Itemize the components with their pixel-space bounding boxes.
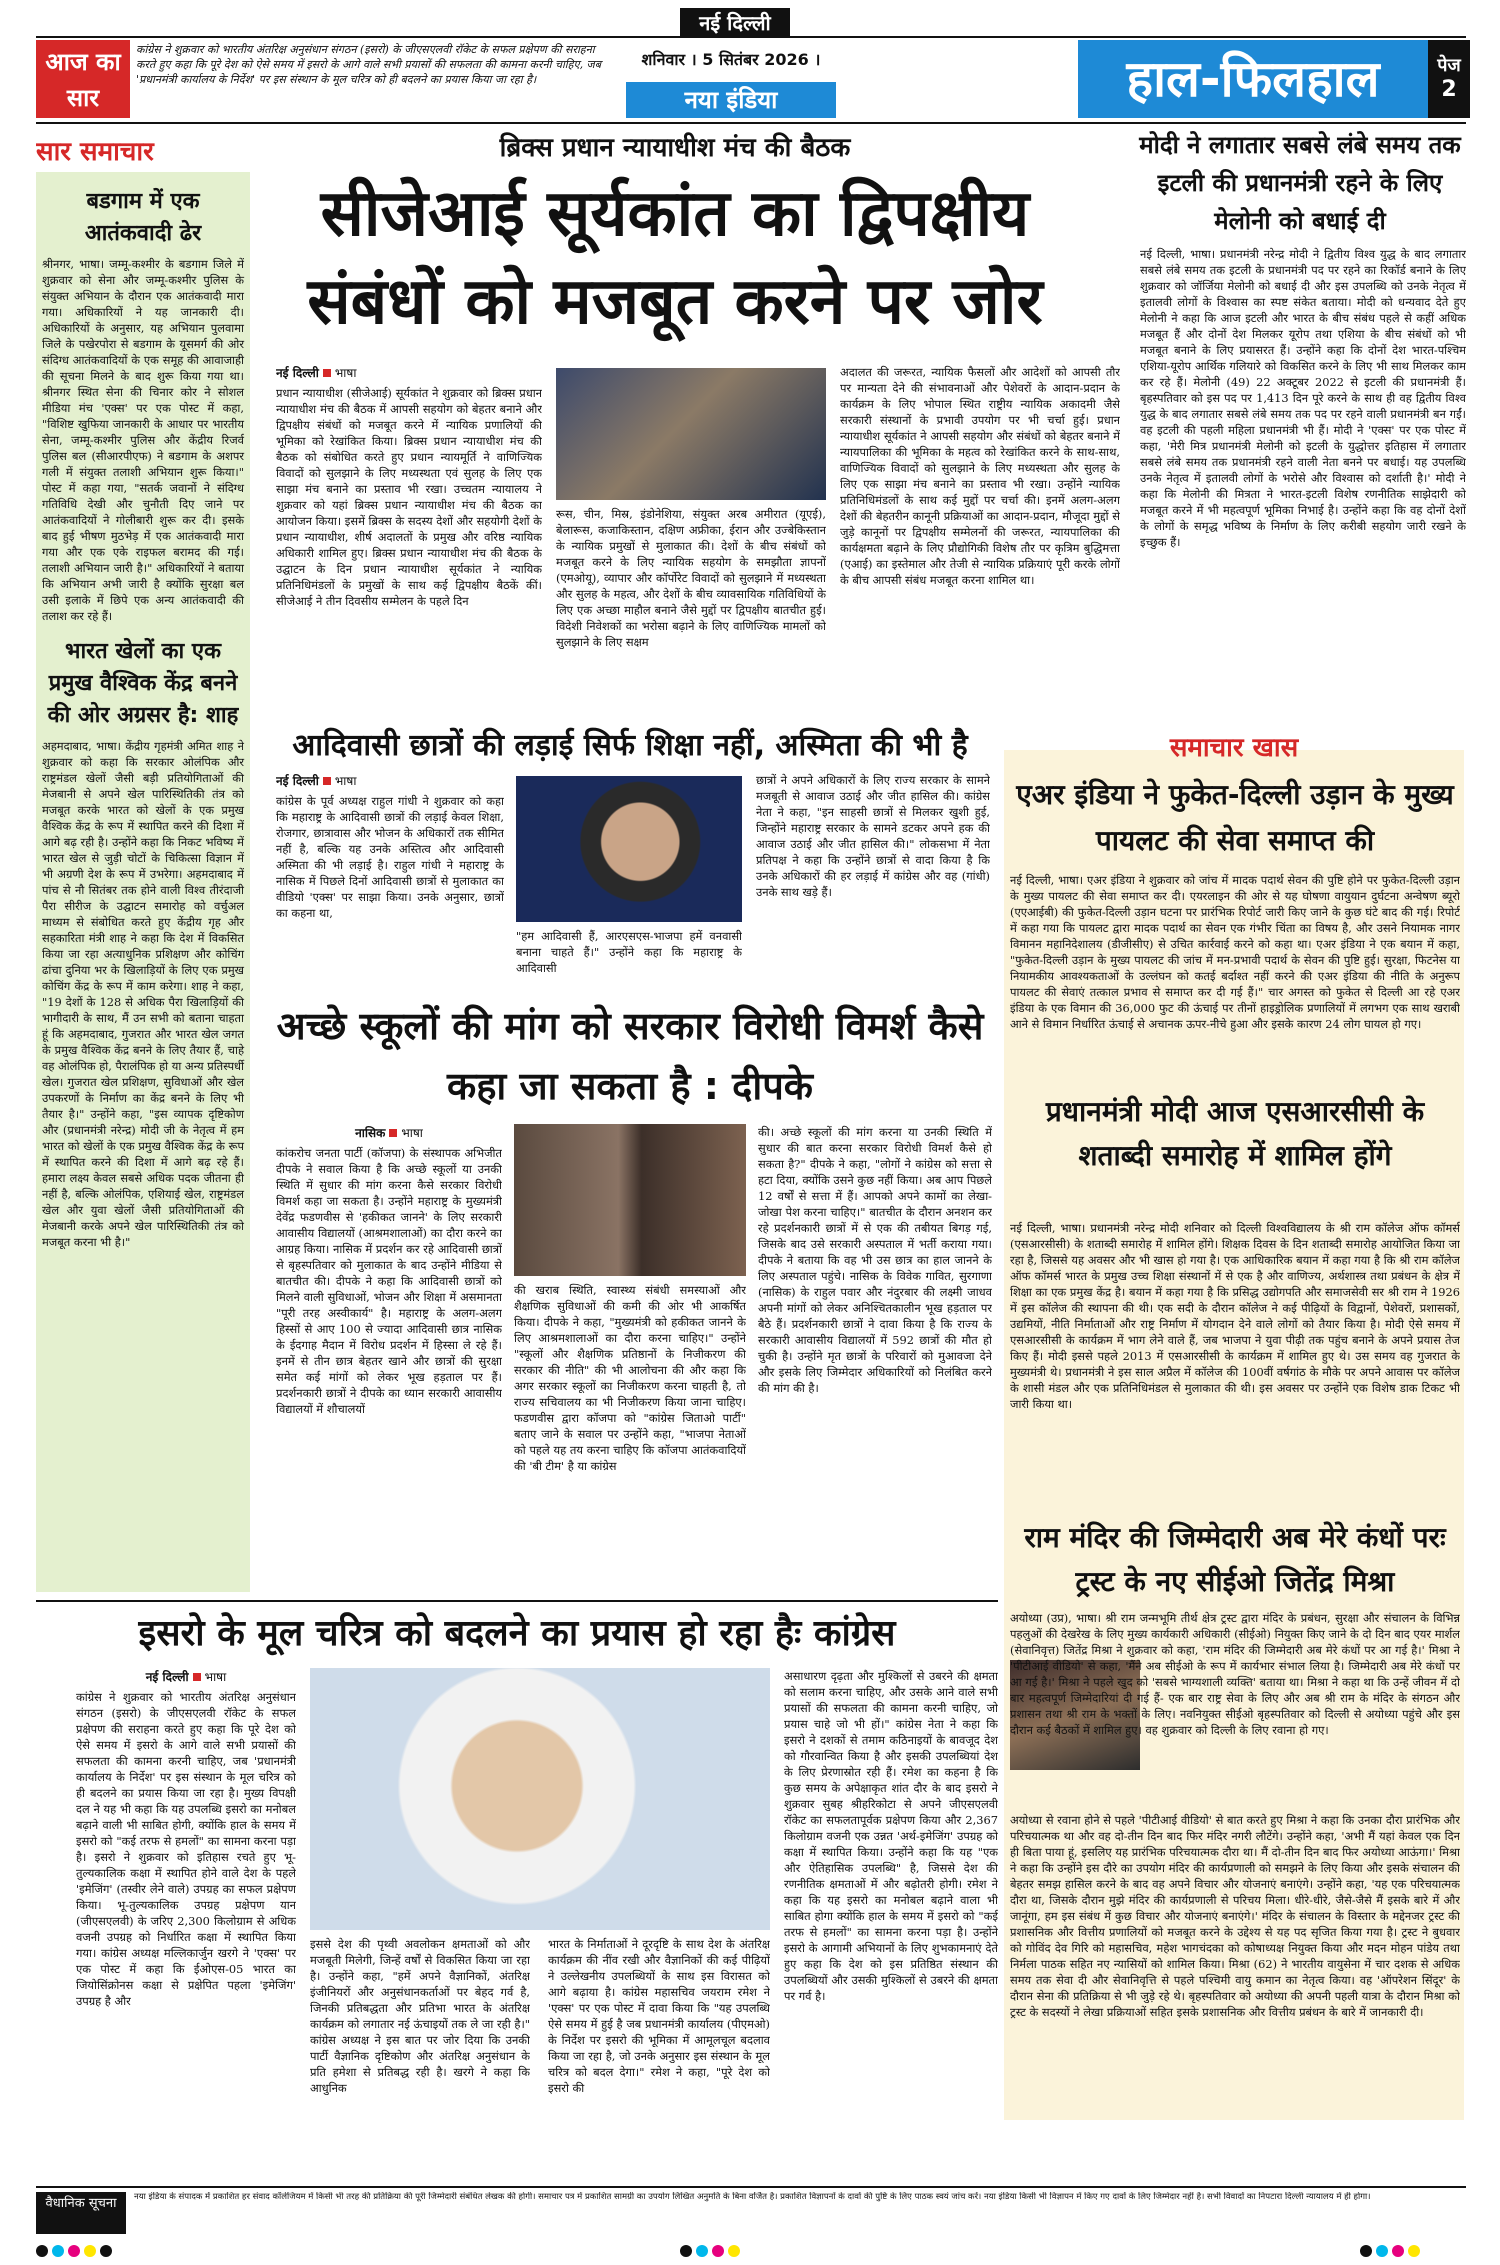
page-no: 2 xyxy=(1441,77,1457,102)
ram-mandir-headline: राम मंदिर की जिम्मेदारी अब मेरे कंधों परः ट्रस्ट के नए सीईओ जितेंद्र मिश्रा xyxy=(1024,1521,1446,1598)
ram-mandir-body-2: अयोध्या से रवाना होने से पहले 'पीटीआई वीडियो' से बात करते हुए मिश्रा ने कहा कि उनका दौरा प्रारंभिक और परिचयात्मक था और वह दो-तीन दिन बाद फिर मंदिर नगरी लौटेंगे। उन्होंने कहा, 'अभी मैं यहां केवल एक दिन ही बिता पाया हूं, इसलिए यह प्रारंभिक परिचयात्मक दौरा था। मैं दो-तीन दिन बाद फिर अयोध्या आऊंगा।' मिश्रा ने कहा कि उन्होंने इस दौरे का उपयोग मंदिर की कार्यप्रणाली को समझने के लिए किया और इसके संचालन की बेहतर समझ हासिल करने के बाद वह अपने विचार और योजनाएं बनाएंगे। उन्होंने कहा, 'यह एक परिचयात्मक दौरा था, जिसके दौरान मुझे मंदिर की कार्यप्रणाली से परिचय मिला। धीरे-धीरे, जैसे-जैसे मैं इसके बारे में और जानूंगा, हम इस संबंध में कुछ विचार और योजनाएं बनाएंगे।' मंदिर के संचालन के विस्तार के मद्देनजर ट्रस्ट की प्रशासनिक और वित्तीय प्रणालियों को मजबूत करने के उद्देश्य से यह पद सृजित किया गया है। ट्रस्ट ने बुधवार को गोविंद देव गिरि को महासचिव, महेश भागचंदका को कोषाध्यक्ष नियुक्त किया और मदन मोहन पांडेय तथा निर्मला पाठक सहित नए न्यासियों को शामिल किया। मिश्रा (62) ने भारतीय वायुसेना में चार दशक से अधिक समय तक सेवा दी और सेवानिवृत्ति से पहले पश्चिमी वायु कमान का नेतृत्व किया। वह 'ऑपरेशन सिंदूर' के दौरान सेना की प्रतिक्रिया से भी जुड़े रहे थे। बृहस्पतिवार को अयोध्या की अपनी पहली यात्रा के दौरान मिश्रा को ट्रस्ट के सदस्यों ने लेखा प्रक्रियाओं सहित इसके प्रशासनिक और वित्तीय प्रबंधन के बारे में जानकारी दी। xyxy=(1010,1813,1460,2019)
dateline: शनिवार । 5 सितंबर 2026 । xyxy=(641,50,821,69)
registration-dot-icon xyxy=(84,2245,96,2257)
isro-body-3: भारत के निर्माताओं ने दूरदृष्टि के साथ देश के अंतरिक्ष कार्यक्रम की नींव रखी और वैज्ञानिकों की कई पीढ़ियों ने उल्लेखनीय उपलब्धियों के साथ इस विरासत को आगे बढ़ाया है। कांग्रेस महासचिव जयराम रमेश ने 'एक्स' पर एक पोस्ट में दावा किया कि "यह उपलब्धि ऐसे समय में हुई है जब प्रधानमंत्री कार्यालय (पीएमओ) के निर्देश पर इसरो की भूमिका में आमूलचूल बदलाव किया जा रहा है, जो उनके अनुसार इस संस्थान के मूल चरित्र को बदल देगा।" रमेश ने कहा, "पूरे देश को इसरो की xyxy=(548,1937,770,2095)
byline-agency: भाषा xyxy=(204,1670,227,1684)
page-label: पेज xyxy=(1437,55,1461,76)
edition-label: नई दिल्ली xyxy=(680,8,790,38)
isro-byline xyxy=(76,1668,296,1685)
isro-body-4: असाधारण दृढ़ता और मुश्किलों से उबरने की क्षमता को सलाम करना चाहिए, और उसके आने वाले सभी प्रयासों की सफलता की कामना करनी चाहिए, जो प्रयास चाहे जो भी हों।" कांग्रेस नेता ने कहा कि इसरो ने दशकों से तमाम कठिनाइयों के बावजूद देश को गौरवान्वित किया है और इसकी उपलब्धियां देश के लिए प्रेरणास्रोत रही हैं। रमेश का कहना है कि कुछ समय के अपेक्षाकृत शांत दौर के बाद इसरो ने शुक्रवार सुबह श्रीहरिकोटा से अपने जीएसएलवी रॉकेट का सफलतापूर्वक प्रक्षेपण किया और 2,367 किलोग्राम वजनी एक उन्नत 'अर्थ-इमेजिंग' उपग्रह को कक्षा में स्थापित किया। उन्होंने कहा कि यह "एक और ऐतिहासिक उपलब्धि" है, जिससे देश की रणनीतिक क्षमताओं में और बढ़ोतरी होगी। रमेश ने कहा कि यह इसरो का मनोबल बढ़ाने वाला भी साबित होगा क्योंकि हाल के समय में इसरो को "कई तरफ से हमलों" का सामना करना पड़ा है। उन्होंने इसरो के आगामी अभियानों के लिए शुभकामनाएं देते हुए कहा कि देश को इस प्रतिष्ठित संस्थान की उपलब्धियों और उसकी मुश्किलों से उबरने की क्षमता पर गर्व है। xyxy=(784,1669,998,2003)
registration-dot-icon xyxy=(1360,2245,1372,2257)
story-body: श्रीनगर, भाषा। जम्मू-कश्मीर के बडगाम जिले में शुक्रवार को सेना और जम्मू-कश्मीर पुलिस के संयुक्त अभियान के दौरान एक आतंकवादी मारा गया। अधिकारियों ने यह जानकारी दी। अधिकारियों के अनुसार, यह अभियान पुलवामा जिले के पखेरपोरा से बडगाम के यूसमर्ग की ओर संदिग्ध आतंकवादियों के एक समूह की आवाजाही की सूचना मिलने के बाद शुरू किया गया था। श्रीनगर स्थित सेना की चिनार कोर ने सोशल मीडिया मंच 'एक्स' पर एक पोस्ट में कहा, "विशिष्ट खुफिया जानकारी के आधार पर भारतीय सेना, जम्मू-कश्मीर पुलिस और केंद्रीय रिजर्व पुलिस बल (सीआरपीएफ) ने बडगाम के अशपर गली में संयुक्त तलाशी अभियान शुरू किया।" पोस्ट में कहा गया, "सतर्क जवानों ने संदिग्ध गतिविधि देखी और चुनौती दिए जाने पर आतंकवादियों ने गोलीबारी शुरू कर दी। इसके बाद हुई भीषण मुठभेड़ में एक आतंकवादी मारा गया और एक एके राइफल बरामद की गई। तलाशी अभियान जारी है।" अधिकारियों ने बताया कि अभियान अभी जारी है क्योंकि सुरक्षा बल उसी इलाके में छिपे एक अन्य आतंकवादी की तलाश कर रहे हैं। xyxy=(42,257,244,623)
byline-city: नई दिल्ली xyxy=(276,366,319,380)
lead-kicker: ब्रिक्स प्रधान न्यायाधीश मंच की बैठक xyxy=(499,133,851,163)
byline-square-icon xyxy=(323,777,331,785)
pm-srcc-headline: प्रधानमंत्री मोदी आज एसआरसीसी के शताब्दी समारोह में शामिल होंगे xyxy=(1045,1095,1425,1172)
left-news-column xyxy=(36,172,250,1592)
meloni-headline: मोदी ने लगातार सबसे लंबे समय तक इटली की प्रधानमंत्री रहने के लिए मेलोनी को बधाई दी xyxy=(1139,131,1461,235)
byline-square-icon xyxy=(323,369,331,377)
aaj-ka-saar-badge: आज का सार xyxy=(36,40,130,118)
rahul-byline xyxy=(276,772,504,789)
isro-body-1: कांग्रेस ने शुक्रवार को भारतीय अंतरिक्ष अनुसंधान संगठन (इसरो) के जीएसएलवी रॉकेट के सफल प्रक्षेपण की सराहना करते हुए कहा कि पूरे देश को ऐसे समय में इसरो के आगे वाले सभी प्रयासों की सफलता की कामना करनी चाहिए, जब 'प्रधानमंत्री कार्यालय के निर्देश' पर इस संस्थान के मूल चरित्र को ही बदलने का प्रयास किया जा रहा है। मुख्य विपक्षी दल ने यह भी कहा कि यह उपलब्धि इसरो का मनोबल बढ़ाने वाली भी साबित होगी, क्योंकि हाल के समय में इसरो को "कई तरफ से हमलों" का सामना करना पड़ा है। इसरो ने शुक्रवार को इतिहास रचते हुए भू-तुल्यकालिक कक्षा में स्थापित होने वाले देश के पहले 'इमेजिंग' (तस्वीर लेने वाले) उपग्रह का सफल प्रक्षेपण किया। भू-तुल्यकालिक उपग्रह प्रक्षेपण यान (जीएसएलवी) के जरिए 2,300 किलोग्राम से अधिक वजनी उपग्रह को निर्धारित कक्षा में स्थापित किया गया। कांग्रेस अध्यक्ष मल्लिकार्जुन खरगे ने 'एक्स' पर एक पोस्ट में कहा कि ईओएस-05 भारत का जियोसिंक्रोनस कक्षा से प्रक्षेपित पहला 'इमेजिंग' उपग्रह है और xyxy=(76,1690,296,2008)
lead-body-1: प्रधान न्यायाधीश (सीजेआई) सूर्यकांत ने शुक्रवार को ब्रिक्स प्रधान न्यायाधीश मंच की बैठक में आपसी सहयोग को बेहतर बनाने और द्विपक्षीय संबंधों को मजबूत करने में न्यायिक प्रणालियों की भूमिका को रेखांकित किया। ब्रिक्स प्रधान न्यायाधीश मंच की बैठक को संबोधित करते हुए प्रधान न्यायमूर्ति ने वाणिज्यिक विवादों को सुलझाने के लिए मध्यस्थता एवं सुलह के लिए एक साझा मंच बनाने का प्रस्ताव भी रखा। उच्चतम न्यायालय ने शुक्रवार को यहां ब्रिक्स प्रधान न्यायाधीश मंच की बैठक का आयोजन किया। इसमें ब्रिक्स के सदस्य देशों और सहयोगी देशों के प्रधान न्यायाधीश, शीर्ष अदालतों के प्रमुख और वरिष्ठ न्यायिक अधिकारी शामिल हुए। ब्रिक्स प्रधान न्यायाधीश मंच की बैठक के उद्घाटन के दिन प्रधान न्यायाधीश सूर्यकांत ने न्यायिक प्रतिनिधिमंडलों के प्रमुखों के साथ कई द्विपक्षीय बैठकें कीं। सीजेआई ने तीन दिवसीय सम्मेलन के पहले दिन xyxy=(276,386,542,608)
byline-agency: भाषा xyxy=(401,1126,423,1140)
schools-headline: अच्छे स्कूलों की मांग को सरकार विरोधी विमर्श कैसे कहा जा सकता है : दीपके xyxy=(276,1004,984,1108)
isro-headline: इसरो के मूल चरित्र को बदलने का प्रयास हो रहा हैः कांग्रेस xyxy=(138,1613,896,1654)
rahul-body-1: कांग्रेस के पूर्व अध्यक्ष राहुल गांधी ने शुक्रवार को कहा कि महाराष्ट्र के आदिवासी छात्रों की लड़ाई केवल शिक्षा, रोजगार, छात्रावास और भोजन के अधिकारों तक सीमित नहीं है, बल्कि यह उनके अस्तित्व और आदिवासी अस्मिता की भी लड़ाई है। राहुल गांधी ने महाराष्ट्र के नासिक में पिछले दिनों आदिवासी छात्रों से मुलाकात का वीडियो 'एक्स' पर साझा किया। उनके अनुसार, छात्रों का कहना था, xyxy=(276,794,504,920)
aaj-ka-saar-summary: कांग्रेस ने शुक्रवार को भारतीय अंतरिक्ष अनुसंधान संगठन (इसरो) के जीएसएलवी रॉकेट के सफल प्रक्षेपण की सराहना करते हुए कहा कि पूरे देश को ऐसे समय में इसरो के आगे वाले सभी प्रयासों की सफलता की कामना करनी चाहिए, जब 'प्रधानमंत्री कार्यालय के निर्देश' पर इस संस्थान के मूल चरित्र को ही बदलने का प्रयास किया जा रहा है। xyxy=(136,43,602,86)
lead-body-2: रूस, चीन, मिस्र, इंडोनेशिया, संयुक्त अरब अमीरात (यूएई), बेलारूस, कजाकिस्तान, दक्षिण अफ्रीका, ईरान और उज्बेकिस्तान के न्यायिक प्रमुखों से मुलाकात की। देशों के बीच संबंधों को मजबूत करने के लिए न्यायिक सहयोग के समझौता ज्ञापनों (एमओयू), व्यापार और कॉर्पोरेट विवादों को सुलझाने में मध्यस्थता और सुलह के महत्व, और देशों के बीच व्यावसायिक गतिविधियों के लिए एक अच्छा माहौल बनाने जैसे मुद्दों पर द्विपक्षीय बातचीत हुई। विदेशी निवेशकों का भरोसा बढ़ाने के लिए वाणिज्यिक मामलों को सुलझाने के लिए सक्षम xyxy=(556,507,826,649)
registration-dot-icon xyxy=(728,2245,740,2257)
legal-notice-tag: वैधानिक सूचना xyxy=(36,2192,126,2234)
schools-column-1 xyxy=(276,1124,502,1594)
air-india-body: नई दिल्ली, भाषा। एअर इंडिया ने शुक्रवार को जांच में मादक पदार्थ सेवन की पुष्टि होने पर फुकेत-दिल्ली उड़ान के मुख्य पायलट की सेवा समाप्त कर दी। एयरलाइन की ओर से यह घोषणा वायुयान दुर्घटना अन्वेषण ब्यूरो (एएआईबी) की फुकेत-दिल्ली उड़ान घटना पर प्रारंभिक रिपोर्ट जारी किए जाने के कुछ घंटे बाद की गई। रिपोर्ट में कहा गया कि पायलट द्वारा मादक पदार्थ का सेवन एक गंभीर चिंता का विषय है, और उसने नियामक नागर विमानन महानिदेशालय (डीजीसीए) से उचित कार्रवाई करने को कहा था। एअर इंडिया ने एक बयान में कहा, "फुकेत-दिल्ली उड़ान के मुख्य पायलट की जांच में मन-प्रभावी पदार्थ के सेवन की पुष्टि हुई। सुरक्षा, फिटनेस या नियामकीय आवश्यकताओं के उल्लंघन को कतई बर्दाश्त नहीं करने की एअर इंडिया की नीति के अनुरूप पायलट की सेवाएं तत्काल प्रभाव से समाप्त कर दी गई हैं।" चार अगस्त को फुकेत से दिल्ली आ रहे एअर इंडिया के एक विमान की 36,000 फुट की ऊंचाई पर तीनों हाइड्रोलिक प्रणालियों में लगभग एक साथ खराबी आने से विमान निर्धारित ऊंचाई से अचानक ऊपर-नीचे हुआ और इसके कारण 24 लोग घायल हो गए। xyxy=(1010,873,1460,1031)
page-number xyxy=(1428,40,1470,118)
rahul-column-1 xyxy=(276,772,504,994)
byline-city: नासिक xyxy=(355,1126,386,1140)
jairam-ramesh-photo xyxy=(310,1668,770,1930)
air-india-headline: एअर इंडिया ने फुकेत-दिल्ली उड़ान के मुख्य पायलट की सेवा समाप्त की xyxy=(1016,778,1454,857)
isro-column-1 xyxy=(76,1668,296,2178)
isro-rule xyxy=(36,1600,998,1602)
legal-notice-text: नया इंडिया के संपादक में प्रकाशित हर संवाद कॉलेजियम में किसी भी तरह की प्रतिक्रिया की पूरी जिम्मेदारी संबंधित लेखक की होगी। समाचार पत्र में प्रकाशित सामग्री का उपयोग लिखित अनुमति के बिना वर्जित है। प्रकाशित विज्ञापनों के दावों की पुष्टि के लिए पाठक स्वयं जांच करें। नया इंडिया किसी भी विज्ञापन में किए गए दावों के लिए जिम्मेदार नहीं है। सभी विवादों का निपटारा दिल्ली न्यायालय में ही होगा। xyxy=(134,2192,1371,2202)
story-headline: भारत खेलों का एक प्रमुख वैश्विक केंद्र बनने की ओर अग्रसर है: शाह xyxy=(47,639,239,728)
header-rule-bottom xyxy=(36,122,1466,124)
deepke-protest-photo xyxy=(514,1124,746,1276)
schools-byline xyxy=(276,1124,502,1141)
byline-agency: भाषा xyxy=(334,366,357,380)
saar-samachar-title: सार समाचार xyxy=(36,137,154,167)
registration-dot-icon xyxy=(680,2245,692,2257)
schools-body-2: की खराब स्थिति, स्वास्थ्य संबंधी समस्याओं और शैक्षणिक सुविधाओं की कमी की ओर भी आकर्षित किया। दीपके ने कहा, "मुख्यमंत्री को हकीकत जानने के लिए आश्रमशालाओं का दौरा करना चाहिए।" उन्होंने "स्कूलों और शैक्षणिक प्रतिष्ठानों के निजीकरण की सरकार की नीति" की भी आलोचना की और कहा कि अगर सरकार स्कूलों का निजीकरण करना चाहती है, तो राज्य सचिवालय का भी निजीकरण किया जाना चाहिए। फडणवीस द्वारा कॉजपा को "कांग्रेस जिताओ पार्टी" बताए जाने के सवाल पर उन्होंने कहा, "भाजपा नेताओं को पहले यह तय करना चाहिए कि कॉजपा आतंकवादियों की 'बी टीम' है या कांग्रेस xyxy=(514,1283,746,1473)
registration-dot-icon xyxy=(36,2245,48,2257)
byline-square-icon xyxy=(193,1673,201,1681)
cji-meeting-photo xyxy=(556,368,826,500)
schools-body-3: की। अच्छे स्कूलों की मांग करना या उनकी स्थिति में सुधार की बात करना सरकार विरोधी विमर्श कैसे हो सकता है?" दीपके ने कहा, "लोगों ने कांग्रेस को सत्ता से हटा दिया, क्योंकि उसने कुछ नहीं किया। अब आप पिछले 12 वर्षों से सत्ता में हैं। आपको अपने कामों का लेखा-जोखा पेश करना चाहिए।" बातचीत के दौरान अनशन कर रहे प्रदर्शनकारी छात्रों में से एक की तबीयत बिगड़ गई, जिसके बाद उसे सरकारी अस्पताल में भर्ती कराया गया। दीपके ने बताया कि वह भी उस छात्र का हाल जानने के लिए अस्पताल पहुंचे। नासिक के विवेक गावित, सुरगाणा (नासिक) के राहुल पवार और नंदुरबार की लक्ष्मी जाधव अपनी मांगों को लेकर अनिश्चितकालीन भूख हड़ताल पर बैठे हैं। प्रदर्शनकारी छात्रों ने दावा किया है कि राज्य के सरकारी आवासीय विद्यालयों में 592 छात्रों की मौत हो चुकी है। उन्होंने मृत छात्रों के परिवारों को मुआवजा देने और इसके लिए जिम्मेदार अधिकारियों को निलंबित करने की मांग की है। xyxy=(758,1125,992,1395)
isro-body-2: इससे देश की पृथ्वी अवलोकन क्षमताओं को और मजबूती मिलेगी, जिन्हें वर्षों से विकसित किया जा रहा है। उन्होंने कहा, "हमें अपने वैज्ञानिकों, अंतरिक्ष इंजीनियरों और अनुसंधानकर्ताओं पर बेहद गर्व है, जिनकी प्रतिबद्धता और प्रतिभा भारत के अंतरिक्ष कार्यक्रम को लगातार नई ऊंचाइयों तक ले जा रही है।" कांग्रेस अध्यक्ष ने इस बात पर जोर दिया कि उनकी पार्टी वैज्ञानिक दृष्टिकोण और अंतरिक्ष अनुसंधान के प्रति हमेशा से प्रतिबद्ध रही है। खरगे ने कहा कि आधुनिक xyxy=(310,1937,530,2095)
ram-mandir-body-1: अयोध्या (उप्र), भाषा। श्री राम जन्मभूमि तीर्थ क्षेत्र ट्रस्ट द्वारा मंदिर के प्रबंधन, सुरक्षा और संचालन के विभिन्न पहलुओं की देखरेख के लिए मुख्य कार्यकारी अधिकारी (सीईओ) नियुक्त किए जाने के दो दिन बाद एयर मार्शल (सेवानिवृत्त) जितेंद्र मिश्रा ने शुक्रवार को कहा, 'राम मंदिर की जिम्मेदारी अब मेरे कंधों पर आ गई है।' मिश्रा ने 'पीटीआई वीडियो' से कहा, 'मैंने अब सीईओ के रूप में कार्यभार संभाल लिया है। जिम्मेदारी अब मेरे कंधों पर आ गई है।' मिश्रा ने पहले खुद को 'सबसे भाग्यशाली व्यक्ति' बताया था। मिश्रा ने कहा था कि उन्हें जीवन में दो बार महत्वपूर्ण जिम्मेदारियां दी गई हैं- एक बार राष्ट्र सेवा के लिए और अब श्री राम के मंदिर के संगठन और प्रशासन तथा श्री राम के भक्तों के लिए। नवनियुक्त सीईओ बृहस्पतिवार को दिल्ली से अयोध्या पहुंचे और इस दौरान कई बैठकों में शामिल हुए। वह शुक्रवार को दिल्ली के लिए रवाना हो गए। xyxy=(1010,1611,1460,1737)
byline-square-icon xyxy=(389,1129,397,1137)
lead-column-1 xyxy=(276,364,542,720)
paper-name: नया इंडिया xyxy=(626,82,836,118)
registration-dot-icon xyxy=(712,2245,724,2257)
registration-marks-right xyxy=(1360,2242,1470,2258)
registration-dot-icon xyxy=(1376,2245,1388,2257)
rahul-headline: आदिवासी छात्रों की लड़ाई सिर्फ शिक्षा नहीं, अस्मिता की भी है xyxy=(292,728,968,763)
registration-dot-icon xyxy=(68,2245,80,2257)
story-headline: बडगाम में एक आतंकवादी ढेर xyxy=(84,189,202,246)
section-title-haal-filhaal: हाल-फिलहाल xyxy=(1078,40,1428,118)
rahul-gandhi-photo xyxy=(516,776,742,922)
lead-byline xyxy=(276,364,542,381)
pm-srcc-body: नई दिल्ली, भाषा। प्रधानमंत्री नरेन्द्र मोदी शनिवार को दिल्ली विश्वविद्यालय के श्री राम कॉलेज ऑफ कॉमर्स (एसआरसीसी) के शताब्दी समारोह में शामिल होंगे। शिक्षक दिवस के दिन शताब्दी समारोह आयोजित किया जा रहा है, जिससे यह अवसर और भी खास हो गया है। एक आधिकारिक बयान में कहा गया है कि श्री राम कॉलेज ऑफ कॉमर्स भारत के प्रमुख उच्च शिक्षा संस्थानों में से एक है और वाणिज्य, अर्थशास्त्र तथा प्रबंधन के क्षेत्र में शिक्षा का एक प्रमुख केंद्र है। बयान में कहा गया है कि प्रसिद्ध उद्योगपति और समाजसेवी सर श्री राम ने 1926 में इस कॉलेज की स्थापना की थी। एक सदी के दौरान कॉलेज ने कई पीढ़ियों के विद्वानों, पेशेवरों, प्रशासकों, उद्यमियों, नीति निर्माताओं और राष्ट्र निर्माण में योगदान देने वाले लोगों को तैयार किया है। मोदी ऐसे समय में एसआरसीसी के कार्यक्रम में भाग लेने वाले हैं, जब भाजपा ने युवा पीढ़ी तक पहुंच बनाने के अपने प्रयास तेज किए हैं। मोदी इससे पहले 2013 में एसआरसीसी के कार्यक्रम में शामिल हुए थे। उस समय वह गुजरात के मुख्यमंत्री थे। प्रधानमंत्री ने इस साल अप्रैल में कॉलेज की 100वीं वर्षगांठ के मौके पर अपने आवास पर कॉलेज के शासी मंडल और एक प्रतिनिधिमंडल से मुलाकात की थी। इस अवसर पर उन्होंने एक विशेष डाक टिकट भी जारी किया था। xyxy=(1010,1221,1460,1411)
rahul-caption: "हम आदिवासी हैं, आरएसएस-भाजपा हमें वनवासी बनाना चाहते हैं।" उन्होंने कहा कि महाराष्ट्र के आदिवासी xyxy=(516,929,742,975)
registration-dot-icon xyxy=(696,2245,708,2257)
registration-dot-icon xyxy=(1408,2245,1420,2257)
registration-dot-icon xyxy=(100,2245,112,2257)
registration-marks-left xyxy=(36,2242,236,2258)
lead-headline: सीजेआई सूर्यकांत का द्विपक्षीय संबंधों को मजबूत करने पर जोर xyxy=(307,177,1043,339)
registration-dot-icon xyxy=(1392,2245,1404,2257)
byline-city: नई दिल्ली xyxy=(276,774,319,788)
meloni-body: नई दिल्ली, भाषा। प्रधानमंत्री नरेन्द्र मोदी ने द्वितीय विश्व युद्ध के बाद लगातार सबसे लंबे समय तक इटली के प्रधानमंत्री पद पर रहने का रिकॉर्ड बनाने के लिए शुक्रवार को जॉर्जिया मेलोनी को बधाई दी और इस उपलब्धि को उनके नेतृत्व में इतालवी लोगों के विश्वास का स्पष्ट संकेत बताया। मोदी को धन्यवाद देते हुए मेलोनी ने कहा कि आज इटली और भारत के बीच संबंध पहले से कहीं अधिक मजबूत हैं और दोनों देश मिलकर यूरोप तथा एशिया के बीच संबंधों को भी मजबूत बनाने के लिए प्रयासरत हैं। उन्होंने कहा कि दोनों देश भारत-पश्चिम एशिया-यूरोप आर्थिक गलियारे को विकसित करने के लिए भी साथ मिलकर काम कर रहे हैं। मेलोनी (49) 22 अक्टूबर 2022 से इटली की प्रधानमंत्री हैं। बृहस्पतिवार को इस पद पर 1,413 दिन पूरे करने के साथ ही वह द्वितीय विश्व युद्ध के बाद लगातार सबसे लंबे समय तक पद पर रहने वाली प्रधानमंत्री बन गईं। वह इटली की पहली महिला प्रधानमंत्री भी हैं। मोदी ने 'एक्स' पर एक पोस्ट में कहा, 'मेरी मित्र प्रधानमंत्री मेलोनी को इटली के युद्धोत्तर इतिहास में लगातार सबसे लंबे समय तक प्रधानमंत्री रहने वाली नेता बनने पर बधाई। यह उपलब्धि उनके नेतृत्व में इतालवी लोगों के भरोसे और विश्वास को दर्शाती है।' मोदी ने कहा कि मेलोनी की मित्रता ने भारत-इटली विशेष रणनीतिक साझेदारी को मजबूत करने में भी महत्वपूर्ण भूमिका निभाई है। उन्होंने कहा कि वह दोनों देशों के लोगों के समृद्ध भविष्य के निर्माण के लिए करीबी सहयोग जारी रखने के इच्छुक हैं। xyxy=(1140,247,1466,549)
registration-marks-center xyxy=(680,2242,820,2258)
schools-body-1: कांकरोच जनता पार्टी (कॉजपा) के संस्थापक अभिजीत दीपके ने सवाल किया है कि अच्छे स्कूलों या उनकी स्थिति में सुधार की मांग करना कैसे सरकार विरोधी विमर्श कहा जा सकता है। उन्होंने महाराष्ट्र के मुख्यमंत्री देवेंद्र फडणवीस से 'हकीकत जानने' के लिए सरकारी आवासीय विद्यालयों (आश्रमशालाओं) का दौरा करने का आग्रह किया। नासिक में प्रदर्शन कर रहे आदिवासी छात्रों से बृहस्पतिवार को मुलाकात के बाद उन्होंने मीडिया से बातचीत की। दीपके ने कहा कि आदिवासी छात्रों को मिलने वाली सुविधाओं, भोजन और शिक्षा में असमानता "पूरी तरह अस्वीकार्य" है। महाराष्ट्र के अलग-अलग हिस्सों से आए 100 से ज्यादा आदिवासी छात्र नासिक के ईदगाह मैदान में विरोध प्रदर्शन में हिस्सा ले रहे हैं। इनमें से तीन छात्र बेहतर खाने और छात्रों की सुरक्षा समेत कई मांगों को लेकर भूख हड़ताल पर हैं। प्रदर्शनकारी छात्रों ने दीपके का ध्यान सरकारी आवासीय विद्यालयों में शौचालयों xyxy=(276,1146,502,1416)
lead-body-3: अदालत की जरूरत, न्यायिक फैसलों और आदेशों को आपसी तौर पर मान्यता देने की संभावनाओं और पेशेवरों के आदान-प्रदान के कार्यक्रम के लिए भोपाल स्थित राष्ट्रीय न्यायिक अकादमी जैसे सरकारी संस्थानों के प्रभावी उपयोग पर भी चर्चा हुई। प्रधान न्यायाधीश सूर्यकांत ने आपसी सहयोग और संबंधों को बेहतर बनाने में न्यायपालिका की भूमिका के महत्व को रेखांकित करने के साथ-साथ, वाणिज्यिक विवादों को सुलझाने के लिए मध्यस्थता और सुलह के लिए एक साझा मंच बनाने का प्रस्ताव भी रखा। उन्होंने न्यायिक प्रतिनिधिमंडलों के साथ कई मुद्दों पर चर्चा की। इनमें अलग-अलग देशों की बेहतरीन कानूनी प्रक्रियाओं का आदान-प्रदान, मौजूदा मुद्दों से जुड़े कानूनों पर द्विपक्षीय सम्मेलनों की जरूरत, न्यायपालिका की कार्यक्षमता बढ़ाने के लिए प्रौद्योगिकी विशेष तौर पर कृत्रिम बुद्धिमत्ता (एआई) का इस्तेमाल और तेजी से न्यायिक प्रक्रियाएं पूरी करके लोगों के बीच आपसी संबंध मजबूत करना शामिल था। xyxy=(840,365,1120,587)
byline-agency: भाषा xyxy=(334,774,357,788)
story-body: अहमदाबाद, भाषा। केंद्रीय गृहमंत्री अमित शाह ने शुक्रवार को कहा कि सरकार ओलंपिक और राष्ट्रमंडल खेलों जैसी बड़ी प्रतियोगिताओं की मेजबानी से अपने खेल पारिस्थितिकी तंत्र को मजबूत करके भारत को खेलों के एक प्रमुख वैश्विक केंद्र के रूप में स्थापित करने की दिशा में आगे बढ़ रही है। उन्होंने कहा कि निकट भविष्य में भारत खेल से जुड़ी चोटों के चिकित्सा विज्ञान में भी अग्रणी देश के रूप में उभरेगा। अहमदाबाद में पांच से नौ सितंबर तक होने वाली विश्व तीरंदाजी पैरा सीरीज के उद्घाटन समारोह को वर्चुअल माध्यम से संबोधित करते हुए केंद्रीय गृह और सहकारिता मंत्री शाह ने कहा कि देश में विकसित किया जा रहा अत्याधुनिक प्रशिक्षण और कोचिंग ढांचा दुनिया भर के खिलाड़ियों के लिए एक प्रमुख कोचिंग केंद्र के रूप में काम करेगा। शाह ने कहा, "19 देशों के 128 से अधिक पैरा खिलाड़ियों की भागीदारी के साथ, मैं उन सभी को बताना चाहता हूं कि अहमदाबाद, गुजरात और भारत खेल जगत के प्रमुख वैश्विक केंद्र बनने के लिए तैयार हैं, चाहे वह ओलंपिक हो, पैरालंपिक हो या अन्य प्रतिस्पर्धी खेल। गुजरात खेल प्रशिक्षण, सुविधाओं और खेल उपकरणों के निर्माण का केंद्र बनने के लिए भी तैयार है।" उन्होंने कहा, "इस व्यापक दृष्टिकोण और (प्रधानमंत्री नरेन्द्र) मोदी जी के नेतृत्व में हम भारत को खेलों के एक प्रमुख वैश्विक केंद्र के रूप में स्थापित करने की दिशा में आगे बढ़ रहे हैं। हमारा लक्ष्य केवल सबसे अधिक पदक जीतना ही नहीं है, बल्कि ओलंपिक, एशियाई खेल, राष्ट्रमंडल खेल और युवा खेलों जैसी प्रतियोगिताओं की मेजबानी करके अपने खेल पारिस्थितिकी तंत्र को मजबूत करना भी है।" xyxy=(42,739,244,1249)
registration-dot-icon xyxy=(52,2245,64,2257)
samachar-khas-title: समाचार खास xyxy=(1169,733,1299,763)
byline-city: नई दिल्ली xyxy=(145,1670,189,1684)
rahul-body-2: छात्रों ने अपने अधिकारों के लिए राज्य सरकार के सामने मजबूती से आवाज उठाई और जीत हासिल की। कांग्रेस नेता ने कहा, "इन साहसी छात्रों से मिलकर खुशी हुई, जिन्होंने महाराष्ट्र सरकार के सामने डटकर अपने हक की आवाज उठाई और जीत हासिल की।" लोकसभा में नेता प्रतिपक्ष ने कहा कि उन्होंने छात्रों से वादा किया है कि उनके अधिकारों की हर लड़ाई में कांग्रेस और वह (गांधी) उनके साथ खड़े हैं। xyxy=(756,773,990,899)
